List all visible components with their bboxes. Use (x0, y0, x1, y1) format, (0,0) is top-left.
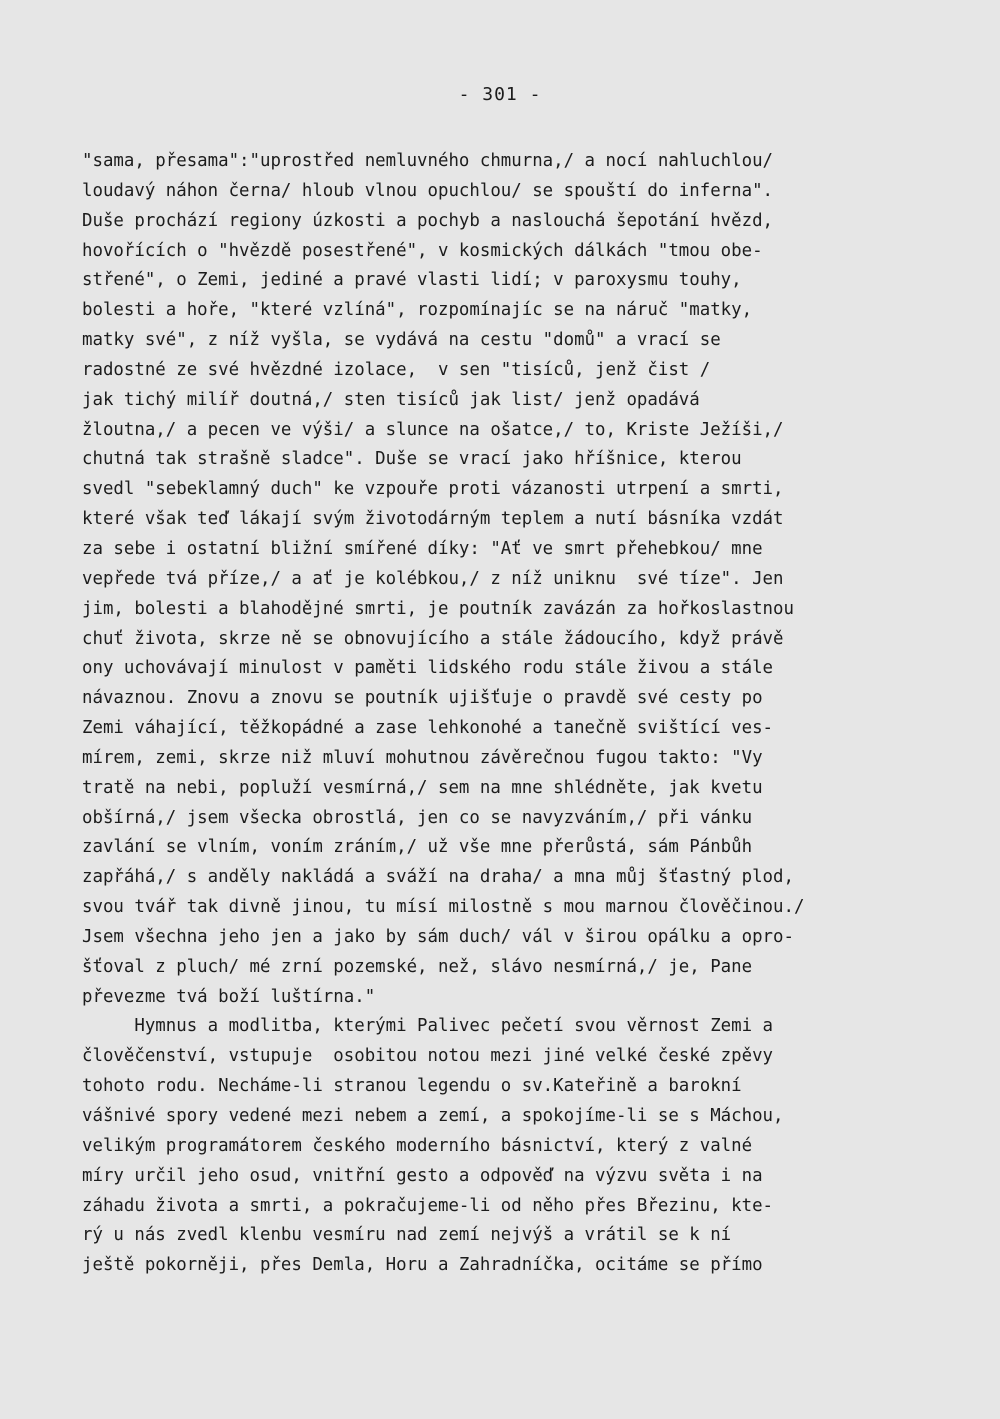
text-line: návaznou. Znovu a znovu se poutník ujišťuje o pravdě své cesty po (82, 688, 763, 709)
text-line: svou tvář tak divně jinou, tu mísí milostně s mou marnou člověčinou./ (82, 897, 805, 918)
text-line: zapřáhá,/ s anděly nakládá a sváží na draha/ a mna můj šťastný plod, (82, 867, 794, 888)
text-line: záhadu života a smrti, a pokračujeme-li od něho přes Březinu, kte- (82, 1195, 774, 1216)
text-line: radostné ze své hvězdné izolace, v sen "tisíců, jenž čist / (82, 359, 711, 380)
text-line: vepřede tvá příze,/ a ať je kolébkou,/ z níž uniknu své tíze". Jen (82, 568, 784, 589)
text-line: žloutna,/ a pecen ve výši/ a slunce na ošatce,/ to, Kriste Ježíši,/ (82, 419, 784, 440)
text-line: převezme tvá boží luštírna." (82, 986, 376, 1007)
text-line: jim, bolesti a blahodějné smrti, je poutník zavázán za hořkoslastnou (82, 598, 794, 619)
text-line: obšírná,/ jsem všecka obrostlá, jen co se navyzváním,/ při vánku (82, 807, 753, 828)
text-line: za sebe i ostatní bližní smířené díky: "Ať ve smrt přehebkou/ mne (82, 538, 763, 559)
text-line: člověčenství, vstupuje osobitou notou mezi jiné velké české zpěvy (82, 1046, 774, 1067)
text-line: Hymnus a modlitba, kterými Palivec pečetí svou věrnost Zemi a (82, 1016, 774, 1037)
text-line: chuť života, skrze ně se obnovujícího a stále žádoucího, když právě (82, 628, 784, 649)
text-line: Duše prochází regiony úzkosti a pochyb a naslouchá šepotání hvězd, (82, 210, 774, 231)
text-line: Jsem všechna jeho jen a jako by sám duch/ vál v širou opálku a opro- (82, 926, 794, 947)
text-line: velikým programátorem českého moderního básnictví, který z valné (82, 1135, 753, 1156)
text-line: jak tichý milíř doutná,/ sten tisíců jak list/ jenž opadává (82, 389, 700, 410)
text-line: svedl "sebeklamný duch" ke vzpouře proti vázanosti utrpení a smrti, (82, 479, 784, 500)
text-line: matky své", z níž vyšla, se vydává na cestu "domů" a vrací se (82, 330, 721, 351)
text-line: ony uchovávají minulost v paměti lidského rodu stále živou a stále (82, 658, 774, 679)
text-line: tohoto rodu. Necháme-li stranou legendu o sv.Kateřině a barokní (82, 1076, 742, 1097)
text-line: "sama, přesama":"uprostřed nemluvného chmurna,/ a nocí nahluchlou/ (82, 151, 774, 171)
text-line: loudavý náhon černa/ hloub vlnou opuchlou/ se spouští do inferna". (82, 180, 774, 201)
text-line: které však teď lákají svým životodárným teplem a nutí básníka vzdát (82, 509, 784, 530)
text-line: mírem, zemi, skrze niž mluví mohutnou závěrečnou fugou takto: "Vy (82, 747, 763, 768)
text-line: ještě pokorněji, přes Demla, Horu a Zahradníčka, ocitáme se přímo (82, 1255, 763, 1276)
text-line: zavlání se vlním, voním zráním,/ už vše mne přerůstá, sám Pánbůh (82, 837, 753, 858)
text-line: bolesti a hoře, "které vzlíná", rozpomínajíc se na náruč "matky, (82, 300, 753, 321)
text-line: rý u nás zvedl klenbu vesmíru nad zemí nejvýš a vrátil se k ní (82, 1225, 732, 1246)
text-line: chutná tak strašně sladce". Duše se vrací jako hříšnice, kterou (82, 449, 742, 470)
body-text (82, 147, 922, 1281)
text-line: vášnivé spory vedené mezi nebem a zemí, a spokojíme-li se s Máchou, (82, 1106, 784, 1126)
text-line: Zemi váhající, těžkopádné a zase lehkonohé a tanečně svištící ves- (82, 718, 774, 739)
text-line: míry určil jeho osud, vnitřní gesto a odpověď na výzvu světa i na (82, 1165, 763, 1186)
text-line: tratě na nebi, popluží vesmírná,/ sem na mne shlédněte, jak kvetu (82, 777, 763, 798)
page-number: - 301 - (458, 84, 542, 105)
text-line: šťoval z pluch/ mé zrní pozemské, než, slávo nesmírná,/ je, Pane (82, 956, 753, 977)
text-line: střené", o Zemi, jediné a pravé vlasti lidí; v paroxysmu touhy, (82, 270, 742, 291)
text-line: hovořících o "hvězdě posestřené", v kosmických dálkách "tmou obe- (82, 240, 763, 261)
